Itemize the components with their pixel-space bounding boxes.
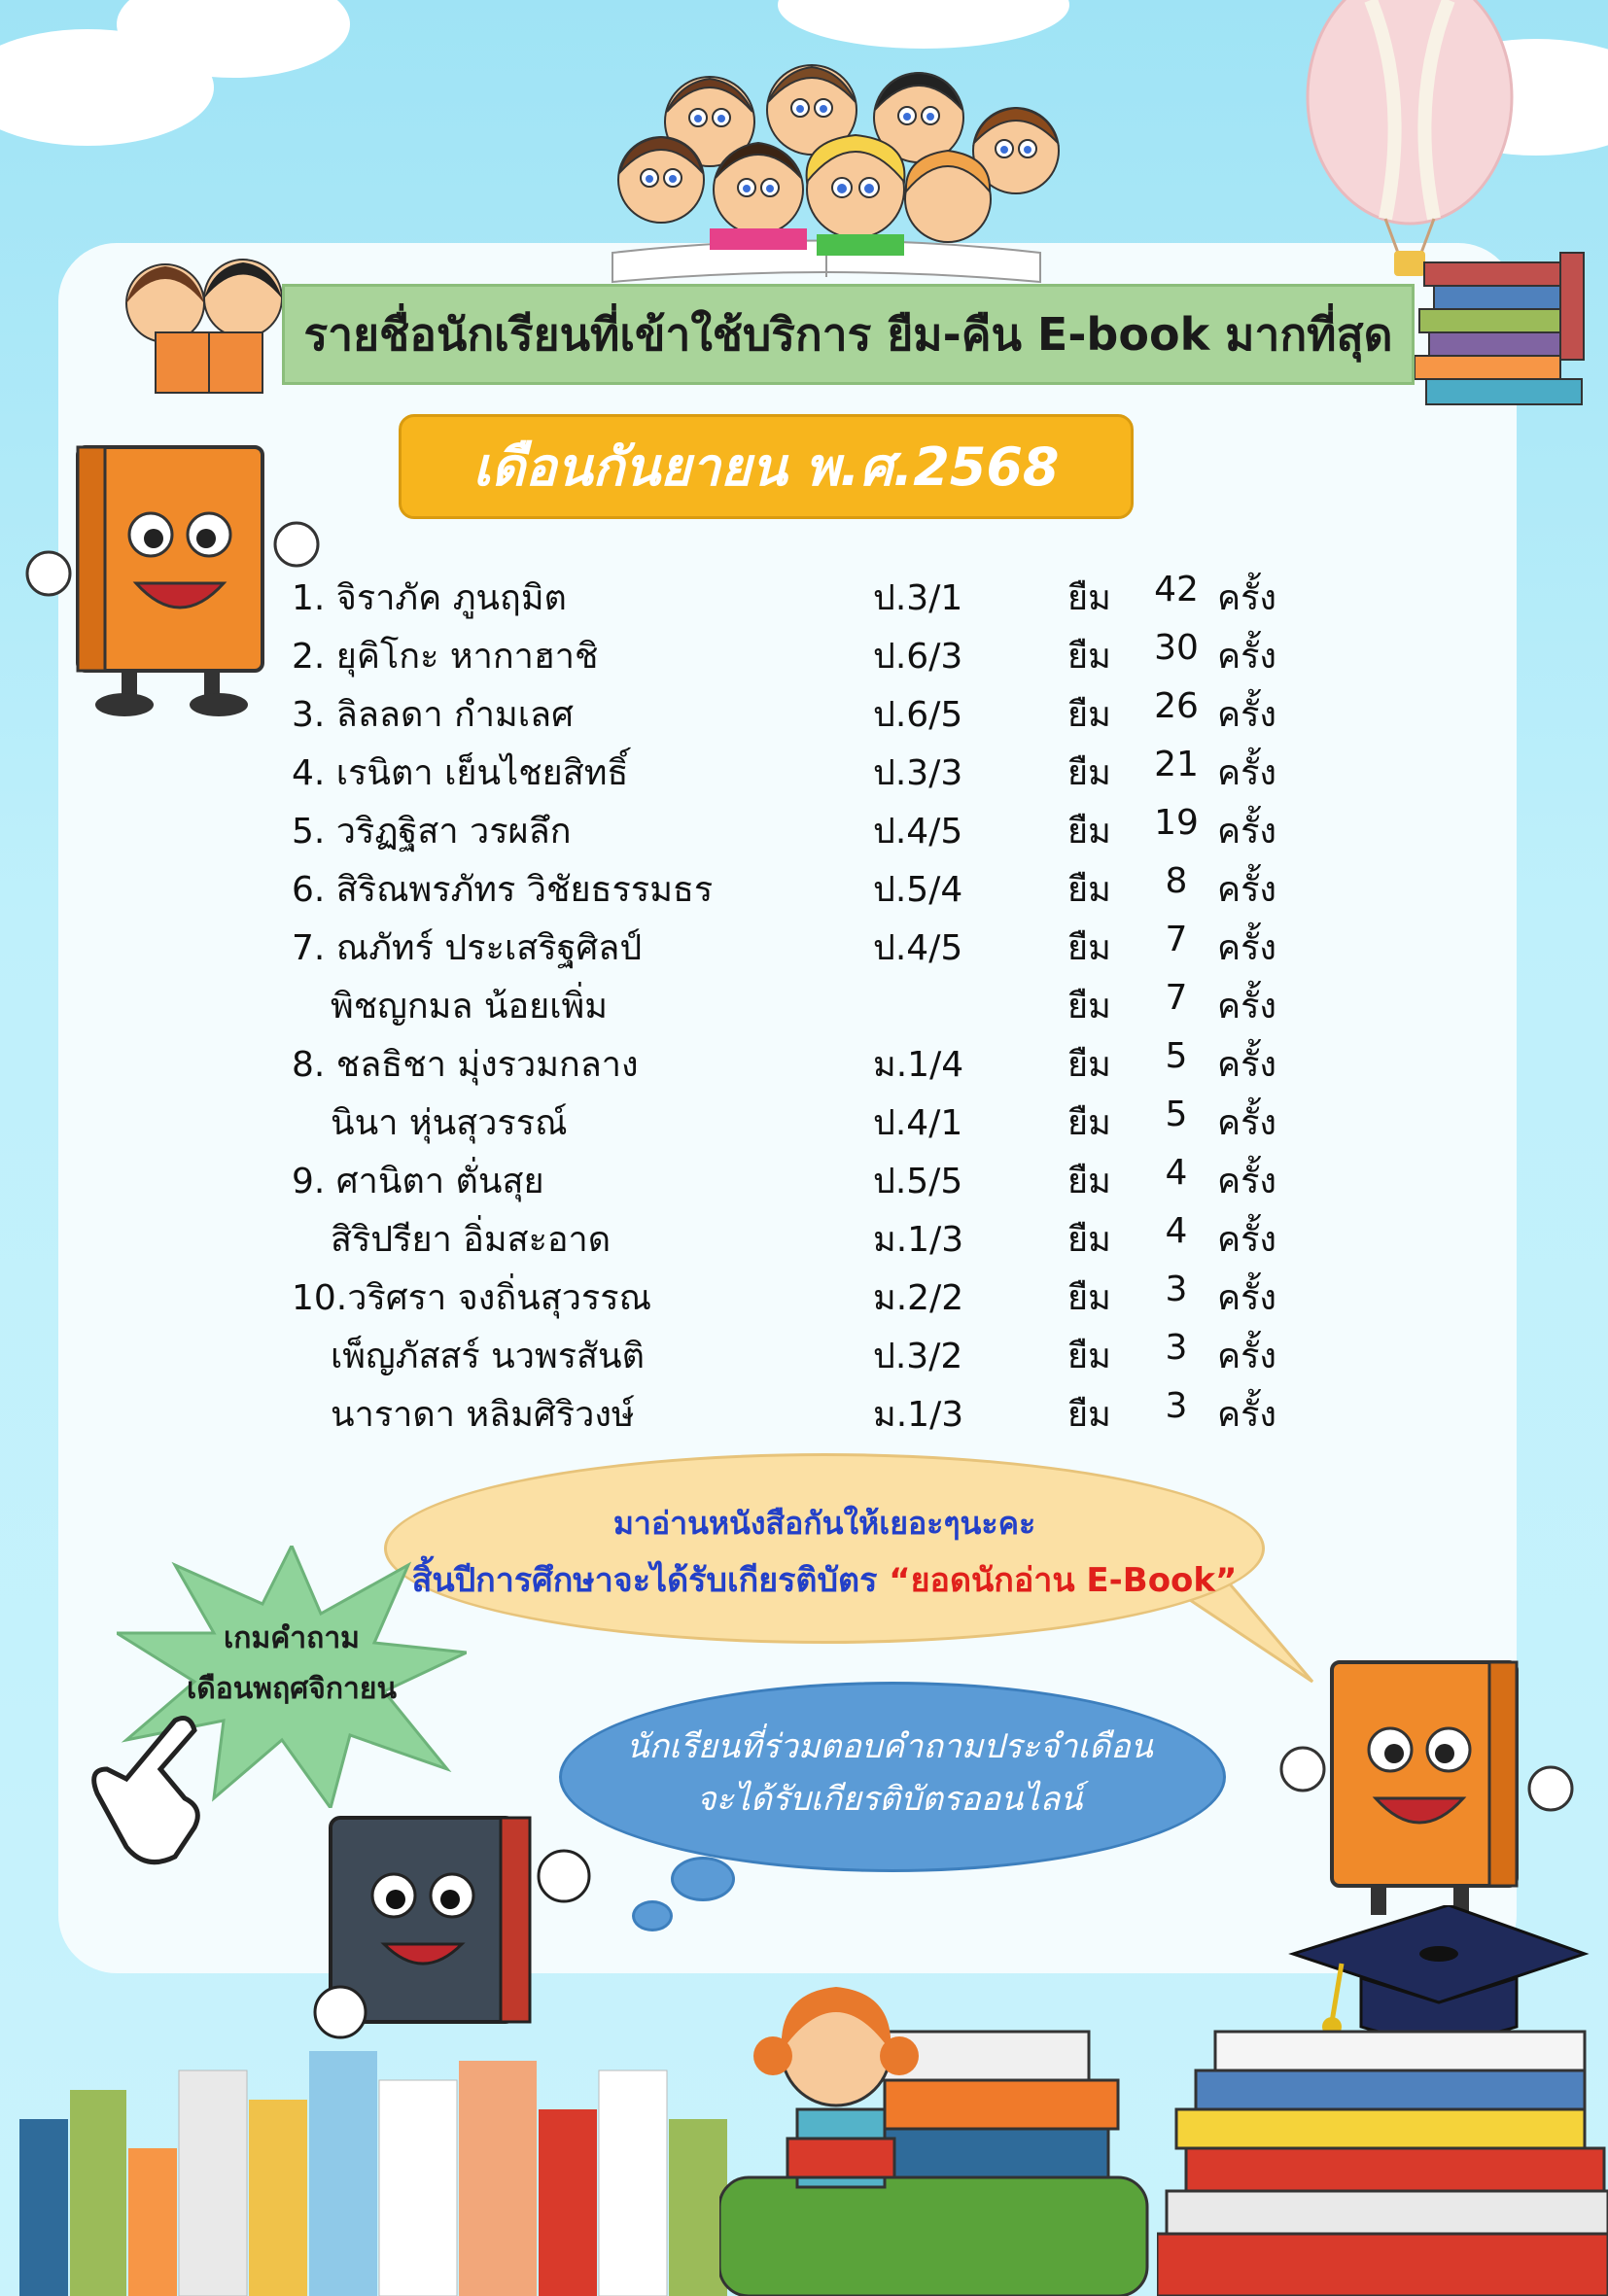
ranking-row [292,853,1303,912]
count-unit: ครั้ง [1217,1220,1276,1260]
book-mascot-icon [1274,1643,1575,1934]
student-name: 4. เรนิตา เย็นไชยสิทธิ์ [292,753,629,793]
borrow-count: 4 [1165,1153,1188,1193]
borrow-count: 19 [1154,803,1199,843]
thought-bubble-dot [671,1857,735,1901]
borrow-count: 8 [1165,861,1188,901]
student-class: ป.5/4 [873,870,963,910]
borrow-label: ยืม [1067,1162,1111,1201]
title-banner [282,284,1415,385]
borrow-count: 26 [1154,686,1199,726]
ranking-row [292,1087,1303,1145]
student-class: ป.4/5 [873,812,963,852]
month-badge [399,414,1134,519]
borrow-count: 3 [1165,1270,1188,1309]
pointing-hand-icon [68,1711,204,1876]
book-stack-icon [1415,243,1594,413]
thought-bubble-dot [632,1900,673,1931]
count-unit: ครั้ง [1217,753,1276,793]
student-class: ป.6/3 [873,637,963,677]
ranking-row [292,562,1303,620]
student-class: ป.4/1 [873,1103,963,1143]
student-class: ม.1/3 [873,1220,964,1260]
count-unit: ครั้ง [1217,1045,1276,1085]
student-class: ป.4/5 [873,928,963,968]
borrow-count: 7 [1165,978,1188,1018]
student-name: 6. สิริณพรภัทร วิชัยธรรมธร [292,870,714,910]
borrow-label: ยืม [1067,1337,1111,1376]
borrow-label: ยืม [1067,1395,1111,1435]
count-unit: ครั้ง [1217,1278,1276,1318]
count-unit: ครั้ง [1217,1337,1276,1376]
ebook-award-highlight: “ยอดนักอ่าน E-Book” [889,1561,1238,1600]
count-unit: ครั้ง [1217,1162,1276,1201]
ranking-row [292,1028,1303,1087]
ranking-row [292,912,1303,970]
quiz-burst-text [126,1614,457,1715]
borrow-label: ยืม [1067,1045,1111,1085]
borrow-label: ยืม [1067,578,1111,618]
borrow-label: ยืม [1067,753,1111,793]
student-class: ป.3/2 [873,1337,963,1376]
borrow-label: ยืม [1067,987,1111,1026]
student-name: นาราดา หลิมศิริวงษ์ [331,1395,635,1435]
quiz-line-2: เดือนพฤศจิกายน [187,1672,397,1706]
speech-bubble [384,1453,1265,1644]
borrow-count: 42 [1154,570,1199,609]
cloud-decoration [778,0,1069,49]
ranking-row [292,678,1303,737]
speech-line-2 [387,1553,1262,1606]
student-name: นินา หุ่นสุวรรณ์ [331,1103,568,1143]
kids-group-illustration [525,53,1128,287]
borrow-count: 5 [1165,1036,1188,1076]
count-unit: ครั้ง [1217,637,1276,677]
count-unit: ครั้ง [1217,695,1276,735]
student-name: 10.วริศรา จงถิ่นสุวรรณ [292,1278,651,1318]
student-name: 9. ศานิตา ตั่นสุย [292,1162,544,1201]
borrow-label: ยืม [1067,870,1111,910]
count-unit: ครั้ง [1217,987,1276,1026]
borrow-count: 7 [1165,920,1188,959]
count-unit: ครั้ง [1217,928,1276,968]
quiz-line-1: เกมคำถาม [224,1621,360,1655]
student-class: ป.6/5 [873,695,963,735]
borrow-label: ยืม [1067,812,1111,852]
borrow-count: 3 [1165,1328,1188,1368]
thought-line-2: จะได้รับเกียรติบัตรออนไลน์ [696,1780,1083,1819]
student-name: 8. ชลธิชา มุ่งรวมกลาง [292,1045,639,1085]
student-name: 7. ณภัทร์ ประเสริฐศิลป์ [292,928,643,968]
reading-kids-icon [97,255,301,400]
ranking-row [292,1262,1303,1320]
ranking-row [292,737,1303,795]
dark-book-mascot-icon [301,1808,593,2061]
page-title: รายชื่อนักเรียนที่เข้าใช้บริการ ยืม-คืน E-book มากที่สุด [303,307,1393,361]
thought-bubble-text [559,1721,1220,1826]
speech-line-1: มาอ่านหนังสือกันให้เยอะๆนะคะ [612,1505,1036,1542]
ranking-list [292,562,1303,1437]
borrow-count: 4 [1165,1211,1188,1251]
ranking-row [292,1145,1303,1203]
student-name: เพ็ญภัสสร์ นวพรสันติ [331,1337,646,1376]
student-name: 3. ลิลลดา กำมเลศ [292,695,574,735]
borrow-label: ยืม [1067,637,1111,677]
girl-reading-icon [719,1964,1167,2296]
student-name: พิชญกมล น้อยเพิ่ม [331,987,608,1026]
student-name: 2. ยุคิโกะ หากาฮาชิ [292,637,599,677]
student-class: ม.1/4 [873,1045,964,1085]
ranking-row [292,1378,1303,1437]
student-class: ป.5/5 [873,1162,963,1201]
count-unit: ครั้ง [1217,812,1276,852]
ranking-row [292,1203,1303,1262]
borrow-label: ยืม [1067,928,1111,968]
borrow-count: 30 [1154,628,1199,668]
student-class: ม.1/3 [873,1395,964,1435]
student-class: ม.2/2 [873,1278,964,1318]
borrow-label: ยืม [1067,1220,1111,1260]
borrow-count: 3 [1165,1386,1188,1426]
student-class: ป.3/3 [873,753,963,793]
borrow-label: ยืม [1067,695,1111,735]
student-name: สิริปรียา อิ่มสะอาด [331,1220,612,1260]
speech-line-2-prefix: สิ้นปีการศึกษาจะได้รับเกียรติบัตร [411,1561,890,1600]
ranking-row [292,795,1303,853]
borrow-label: ยืม [1067,1278,1111,1318]
student-name: 5. วริฏฐิสา วรผลึก [292,812,572,852]
book-mascot-icon [19,428,321,719]
ranking-row [292,620,1303,678]
count-unit: ครั้ง [1217,1103,1276,1143]
book-stack-icon [1157,2022,1608,2296]
month-label: เดือนกันยายน พ.ศ.2568 [472,436,1060,498]
count-unit: ครั้ง [1217,578,1276,618]
borrow-count: 21 [1154,745,1199,784]
student-name: 1. จิราภัค ภูนฤมิต [292,578,567,618]
borrow-label: ยืม [1067,1103,1111,1143]
ranking-row [292,1320,1303,1378]
count-unit: ครั้ง [1217,870,1276,910]
count-unit: ครั้ง [1217,1395,1276,1435]
student-class: ป.3/1 [873,578,963,618]
ranking-row [292,970,1303,1028]
thought-line-1: นักเรียนที่ร่วมตอบคำถามประจำเดือน [626,1727,1153,1766]
borrow-count: 5 [1165,1095,1188,1134]
